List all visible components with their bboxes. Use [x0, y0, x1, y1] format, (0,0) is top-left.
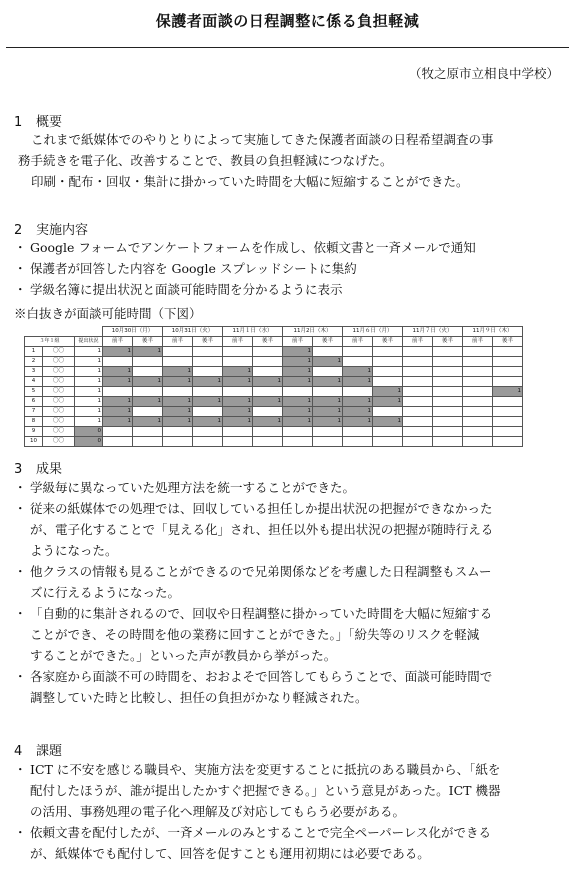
section-heading-issues — [14, 740, 62, 759]
available-slot — [133, 367, 163, 377]
available-slot — [133, 357, 163, 367]
available-slot — [433, 407, 463, 417]
busy-slot: 1 — [313, 407, 343, 417]
student-number: 5 — [25, 387, 43, 397]
busy-slot: 1 — [193, 417, 223, 427]
student-number: 8 — [25, 417, 43, 427]
available-slot — [373, 357, 403, 367]
available-slot — [463, 357, 493, 367]
submission-status: 0 — [75, 437, 103, 447]
student-name: 〇〇 — [43, 387, 75, 397]
available-slot — [403, 397, 433, 407]
busy-slot: 1 — [163, 417, 193, 427]
available-slot — [373, 427, 403, 437]
list-item-line: ズに行えるようになった。 — [30, 585, 181, 600]
student-name: 〇〇 — [43, 417, 75, 427]
available-slot — [253, 357, 283, 367]
implementation-list — [16, 237, 564, 300]
table-row — [25, 417, 523, 427]
available-slot — [253, 367, 283, 377]
table-row — [25, 427, 523, 437]
available-slot — [463, 437, 493, 447]
half-header: 前半 — [103, 337, 133, 347]
available-slot — [403, 387, 433, 397]
date-header: 11月９日（木） — [463, 327, 523, 337]
student-name: 〇〇 — [43, 377, 75, 387]
busy-slot: 1 — [343, 417, 373, 427]
date-header: 10月31日（火） — [163, 327, 223, 337]
date-header-row — [25, 327, 523, 337]
list-item — [16, 759, 564, 822]
busy-slot: 1 — [223, 377, 253, 387]
busy-slot: 1 — [163, 397, 193, 407]
submission-status: 1 — [75, 347, 103, 357]
list-item-line: することができた。」といった声が教員から挙がった。 — [30, 648, 337, 663]
busy-slot: 1 — [373, 397, 403, 407]
busy-slot: 1 — [313, 357, 343, 367]
available-slot — [493, 397, 523, 407]
available-slot — [193, 437, 223, 447]
busy-slot: 1 — [313, 397, 343, 407]
available-slot — [463, 427, 493, 437]
student-name: 〇〇 — [43, 357, 75, 367]
available-slot — [283, 387, 313, 397]
busy-slot: 1 — [103, 397, 133, 407]
table-row — [25, 347, 523, 357]
student-number: 9 — [25, 427, 43, 437]
available-slot — [463, 397, 493, 407]
busy-slot: 1 — [133, 347, 163, 357]
student-number: 2 — [25, 357, 43, 367]
busy-slot: 1 — [253, 377, 283, 387]
student-name: 〇〇 — [43, 397, 75, 407]
busy-slot: 1 — [133, 377, 163, 387]
half-header: 前半 — [223, 337, 253, 347]
available-slot — [493, 367, 523, 377]
submission-status: 1 — [75, 397, 103, 407]
table-row — [25, 397, 523, 407]
available-slot — [133, 427, 163, 437]
half-header: 前半 — [283, 337, 313, 347]
class-label: ３年１組 — [25, 337, 75, 347]
list-item: ・ 学級名簿に提出状況と面談可能時間を分かるように表示 — [16, 279, 564, 300]
busy-slot: 1 — [253, 397, 283, 407]
list-item-line: が、電子化することで「見える化」され、担任以外も提出状況の把握が随時行える — [30, 522, 494, 537]
available-slot — [193, 407, 223, 417]
available-slot — [373, 407, 403, 417]
available-slot — [433, 377, 463, 387]
available-slot — [343, 387, 373, 397]
submission-status: 1 — [75, 377, 103, 387]
available-slot — [343, 357, 373, 367]
available-slot — [163, 357, 193, 367]
list-item-line: 配付したほうが、誰が提出したかすぐ把握できる。」という意見があった。ICT 機器 — [30, 783, 501, 798]
section-title: 概要 — [36, 115, 63, 130]
student-number: 7 — [25, 407, 43, 417]
table-note: ※白抜きが面談可能時間（下図） — [14, 306, 202, 321]
list-item — [16, 666, 564, 708]
busy-slot: 1 — [133, 397, 163, 407]
half-header: 前半 — [163, 337, 193, 347]
available-slot — [103, 427, 133, 437]
section-heading-implementation — [14, 219, 88, 238]
list-item — [16, 603, 564, 666]
available-slot — [403, 357, 433, 367]
section-heading-overview — [14, 111, 62, 130]
busy-slot: 1 — [283, 357, 313, 367]
busy-slot: 1 — [373, 387, 403, 397]
overview-line: これまで紙媒体でのやりとりによって実施してきた保護者面談の日程希望調査の事 — [31, 132, 494, 147]
table-row — [25, 387, 523, 397]
available-slot — [253, 347, 283, 357]
student-number: 3 — [25, 367, 43, 377]
available-slot — [433, 427, 463, 437]
busy-slot: 1 — [313, 377, 343, 387]
busy-slot: 1 — [133, 417, 163, 427]
half-header: 前半 — [343, 337, 373, 347]
busy-slot: 1 — [373, 417, 403, 427]
overview-text — [18, 129, 558, 192]
busy-slot: 1 — [343, 367, 373, 377]
available-slot — [193, 387, 223, 397]
available-slot — [433, 347, 463, 357]
busy-slot: 1 — [283, 417, 313, 427]
available-slot — [313, 387, 343, 397]
available-slot — [403, 437, 433, 447]
student-name: 〇〇 — [43, 437, 75, 447]
half-header: 後半 — [313, 337, 343, 347]
busy-slot: 1 — [343, 377, 373, 387]
school-name: （牧之原市立相良中学校） — [408, 66, 559, 81]
available-slot — [403, 427, 433, 437]
overview-line: 印刷・配布・回収・集計に掛かっていた時間を大幅に短縮することができた。 — [31, 174, 469, 189]
student-number: 10 — [25, 437, 43, 447]
list-item — [16, 561, 564, 603]
available-slot — [163, 427, 193, 437]
results-list — [16, 477, 564, 708]
busy-slot: 1 — [103, 367, 133, 377]
available-slot — [403, 377, 433, 387]
list-item-line: 調整していた時と比較し、担任の負担がかなり軽減された。 — [30, 690, 368, 705]
available-slot — [103, 387, 133, 397]
available-slot — [223, 357, 253, 367]
submission-status: 1 — [75, 357, 103, 367]
date-header: 11月2日（木） — [283, 327, 343, 337]
section-heading-results — [14, 458, 62, 477]
list-item-line: ・ 学級毎に異なっていた処理方法を統一することができた。 — [30, 480, 356, 495]
half-header: 後半 — [193, 337, 223, 347]
available-slot — [493, 357, 523, 367]
available-slot — [403, 407, 433, 417]
available-slot — [133, 437, 163, 447]
available-slot — [433, 367, 463, 377]
busy-slot: 1 — [343, 397, 373, 407]
list-item: ・ 保護者が回答した内容を Google スプレッドシートに集約 — [16, 258, 564, 279]
list-item — [16, 498, 564, 561]
available-slot — [223, 387, 253, 397]
busy-slot: 1 — [343, 407, 373, 417]
section-title: 実施内容 — [36, 223, 89, 238]
list-item: ・ Google フォームでアンケートフォームを作成し、依頼文書と一斉メールで通知 — [16, 237, 564, 258]
list-item-line: の活用、事務処理の電子化へ理解及び対応してもらう必要がある。 — [30, 804, 406, 819]
schedule-table — [24, 326, 523, 447]
available-slot — [103, 437, 133, 447]
busy-slot: 1 — [103, 347, 133, 357]
student-number: 1 — [25, 347, 43, 357]
page-title: 保護者面談の日程調整に係る負担軽減 — [155, 12, 420, 30]
list-item — [16, 477, 564, 498]
available-slot — [313, 367, 343, 377]
list-item-line: ・ 「自動的に集計されるので、回収や日程調整に掛かっていた時間を大幅に短縮する — [30, 606, 493, 621]
table-row — [25, 437, 523, 447]
available-slot — [493, 377, 523, 387]
busy-slot: 1 — [103, 417, 133, 427]
busy-slot: 1 — [313, 417, 343, 427]
date-header: 11月７日（火） — [403, 327, 463, 337]
busy-slot: 1 — [163, 377, 193, 387]
section-number: 1 — [14, 115, 23, 130]
busy-slot: 1 — [283, 407, 313, 417]
table-row — [25, 367, 523, 377]
title-rule — [6, 47, 569, 48]
available-slot — [253, 407, 283, 417]
available-slot — [343, 347, 373, 357]
busy-slot: 1 — [283, 377, 313, 387]
available-slot — [433, 417, 463, 427]
available-slot — [493, 417, 523, 427]
available-slot — [193, 357, 223, 367]
half-header: 前半 — [403, 337, 433, 347]
section-number: 3 — [14, 462, 23, 477]
available-slot — [253, 427, 283, 437]
available-slot — [403, 417, 433, 427]
available-slot — [343, 437, 373, 447]
available-slot — [433, 397, 463, 407]
available-slot — [253, 437, 283, 447]
section-number: 2 — [14, 223, 23, 238]
available-slot — [493, 437, 523, 447]
available-slot — [223, 347, 253, 357]
available-slot — [373, 347, 403, 357]
available-slot — [433, 357, 463, 367]
half-header: 後半 — [433, 337, 463, 347]
student-name: 〇〇 — [43, 427, 75, 437]
available-slot — [253, 387, 283, 397]
busy-slot: 1 — [283, 347, 313, 357]
half-header: 後半 — [493, 337, 523, 347]
section-title: 成果 — [36, 462, 63, 477]
available-slot — [463, 387, 493, 397]
list-item-line: が、紙媒体でも配付して、回答を促すことも運用初期には必要である。 — [30, 846, 430, 861]
available-slot — [493, 427, 523, 437]
available-slot — [193, 367, 223, 377]
issues-list — [16, 759, 564, 864]
available-slot — [193, 427, 223, 437]
busy-slot: 1 — [223, 397, 253, 407]
busy-slot: 1 — [163, 367, 193, 377]
submission-status: 0 — [75, 427, 103, 437]
available-slot — [163, 387, 193, 397]
available-slot — [283, 437, 313, 447]
available-slot — [133, 407, 163, 417]
student-number: 6 — [25, 397, 43, 407]
blank-cell — [25, 327, 103, 337]
busy-slot: 1 — [253, 417, 283, 427]
list-item-line: ・ 各家庭から面談不可の時間を、おおよそで回答してもらうことで、面談可能時間で — [30, 669, 493, 684]
available-slot — [313, 347, 343, 357]
list-item-line: ・ ICT に不安を感じる職員や、実施方法を変更することに抵抗のある職員から、「紙を — [30, 762, 501, 777]
available-slot — [163, 437, 193, 447]
section-title: 課題 — [36, 744, 63, 759]
student-name: 〇〇 — [43, 347, 75, 357]
available-slot — [463, 417, 493, 427]
busy-slot: 1 — [103, 407, 133, 417]
available-slot — [163, 347, 193, 357]
status-label: 提出状況 — [75, 337, 103, 347]
busy-slot: 1 — [283, 367, 313, 377]
available-slot — [463, 367, 493, 377]
student-name: 〇〇 — [43, 367, 75, 377]
available-slot — [373, 437, 403, 447]
overview-line: 務手続きを電子化、改善することで、教員の負担軽減につなげた。 — [18, 153, 393, 168]
table-row — [25, 407, 523, 417]
available-slot — [373, 377, 403, 387]
date-header: 10月30日（月） — [103, 327, 163, 337]
available-slot — [283, 427, 313, 437]
available-slot — [103, 357, 133, 367]
half-header-row — [25, 337, 523, 347]
half-header: 前半 — [463, 337, 493, 347]
submission-status: 1 — [75, 407, 103, 417]
available-slot — [133, 387, 163, 397]
date-header: 11月６日（月） — [343, 327, 403, 337]
available-slot — [433, 437, 463, 447]
student-number: 4 — [25, 377, 43, 387]
half-header: 後半 — [253, 337, 283, 347]
available-slot — [403, 347, 433, 357]
section-number: 4 — [14, 744, 23, 759]
available-slot — [463, 407, 493, 417]
available-slot — [223, 437, 253, 447]
submission-status: 1 — [75, 367, 103, 377]
submission-status: 1 — [75, 417, 103, 427]
available-slot — [313, 427, 343, 437]
available-slot — [193, 347, 223, 357]
available-slot — [463, 347, 493, 357]
list-item-line: ・ 従来の紙媒体での処理では、回収している担任しか提出状況の把握ができなかった — [30, 501, 493, 516]
list-item-line: ことができ、その時間を他の業務に回すことができた。」「紛失等のリスクを軽減 — [30, 627, 480, 642]
busy-slot: 1 — [223, 367, 253, 377]
date-header: 11月１日（水） — [223, 327, 283, 337]
half-header: 後半 — [133, 337, 163, 347]
submission-status: 1 — [75, 387, 103, 397]
list-item — [16, 822, 564, 864]
busy-slot: 1 — [223, 407, 253, 417]
busy-slot: 1 — [283, 397, 313, 407]
busy-slot: 1 — [493, 387, 523, 397]
table-row — [25, 357, 523, 367]
busy-slot: 1 — [223, 417, 253, 427]
list-item-line: ようになった。 — [30, 543, 118, 558]
available-slot — [493, 407, 523, 417]
available-slot — [313, 437, 343, 447]
student-name: 〇〇 — [43, 407, 75, 417]
busy-slot: 1 — [193, 377, 223, 387]
half-header: 後半 — [373, 337, 403, 347]
available-slot — [223, 427, 253, 437]
table-row — [25, 377, 523, 387]
available-slot — [433, 387, 463, 397]
available-slot — [343, 427, 373, 437]
busy-slot: 1 — [103, 377, 133, 387]
list-item-line: ・ 依頼文書を配付したが、一斉メールのみとすることで完全ペーパーレス化ができる — [30, 825, 492, 840]
available-slot — [403, 367, 433, 377]
available-slot — [493, 347, 523, 357]
busy-slot: 1 — [163, 407, 193, 417]
available-slot — [463, 377, 493, 387]
busy-slot: 1 — [193, 397, 223, 407]
available-slot — [373, 367, 403, 377]
list-item-line: ・ 他クラスの情報も見ることができるので兄弟関係などを考慮した日程調整もスムー — [30, 564, 492, 579]
